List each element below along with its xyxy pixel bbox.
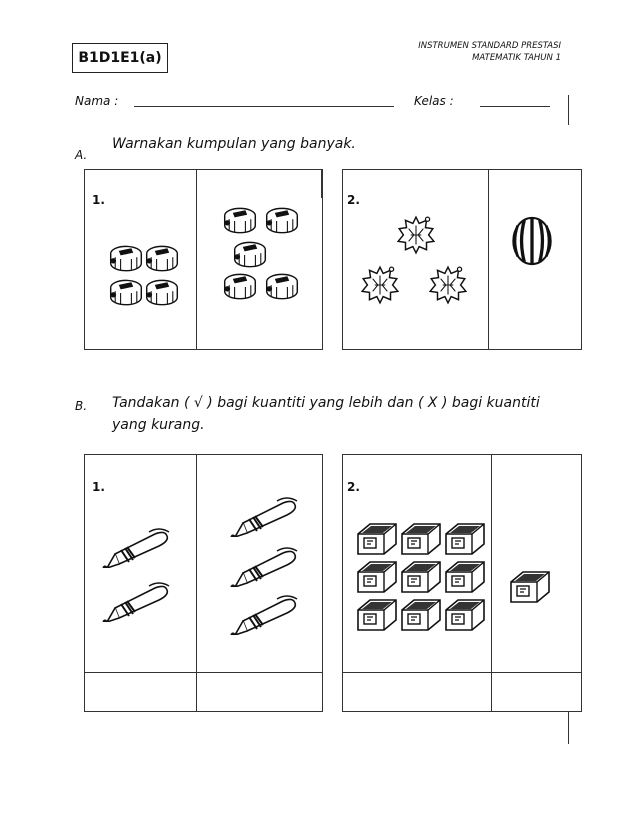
a2-divider [488, 169, 489, 350]
durian-icon [359, 264, 401, 306]
margin-rule-bottom [568, 712, 569, 744]
worksheet-code: B1D1E1(a) [72, 43, 168, 73]
question-a2-number: 2. [347, 193, 360, 207]
pen-icon [97, 528, 177, 568]
instrument-line-2: MATEMATIK TAHUN 1 [472, 53, 561, 63]
section-b-instruction-line-1: Tandakan ( √ ) bagi kuantiti yang lebih dan ( X ) bagi kuantiti [112, 395, 540, 411]
sharpener-icon [108, 244, 144, 274]
name-field[interactable] [134, 106, 394, 107]
eraser-icon [509, 570, 551, 604]
pen-icon [225, 595, 305, 635]
sharpener-icon [264, 272, 300, 302]
b2-left-group [352, 518, 490, 638]
eraser-icon [400, 560, 442, 594]
class-label: Kelas : [414, 94, 454, 108]
sharpener-icon [108, 278, 144, 308]
eraser-icon [444, 522, 486, 556]
b1-left-answer-box[interactable] [85, 673, 195, 711]
a2-left-group[interactable] [355, 210, 480, 330]
a1-right-group[interactable] [210, 200, 320, 310]
instrument-title [418, 40, 561, 64]
a2-right-group[interactable] [500, 205, 570, 280]
pen-icon [225, 497, 305, 537]
margin-rule-top [568, 95, 569, 125]
a1-divider [196, 169, 197, 350]
section-a-instruction: Warnakan kumpulan yang banyak. [112, 136, 356, 152]
b2-left-answer-box[interactable] [343, 673, 490, 711]
question-b2-number: 2. [347, 480, 360, 494]
section-a-letter: A. [75, 148, 88, 162]
b1-right-answer-box[interactable] [197, 673, 322, 711]
sharpener-icon [222, 272, 258, 302]
class-field[interactable] [480, 106, 550, 107]
a1-left-group[interactable] [100, 240, 190, 320]
pen-icon [97, 582, 177, 622]
sharpener-icon [232, 240, 268, 270]
eraser-icon [400, 598, 442, 632]
question-b1-number: 1. [92, 480, 105, 494]
durian-icon [427, 264, 469, 306]
section-b-instruction-line-2: yang kurang. [112, 417, 205, 433]
eraser-icon [444, 560, 486, 594]
b2-right-group [505, 566, 565, 610]
b1-left-group [95, 520, 190, 640]
a1-edge-mark [321, 170, 323, 198]
sharpener-icon [144, 278, 180, 308]
question-a1-number: 1. [92, 193, 105, 207]
durian-icon [395, 214, 437, 256]
b1-right-group [215, 495, 315, 645]
eraser-icon [356, 560, 398, 594]
eraser-icon [356, 522, 398, 556]
watermelon-icon [510, 213, 554, 269]
section-b-letter: B. [75, 399, 88, 413]
eraser-icon [444, 598, 486, 632]
sharpener-icon [264, 206, 300, 236]
pen-icon [225, 547, 305, 587]
b2-right-answer-box[interactable] [492, 673, 581, 711]
eraser-icon [400, 522, 442, 556]
name-label: Nama : [75, 94, 119, 108]
instrument-line-1: INSTRUMEN STANDARD PRESTASI [418, 41, 561, 51]
eraser-icon [356, 598, 398, 632]
sharpener-icon [144, 244, 180, 274]
sharpener-icon [222, 206, 258, 236]
